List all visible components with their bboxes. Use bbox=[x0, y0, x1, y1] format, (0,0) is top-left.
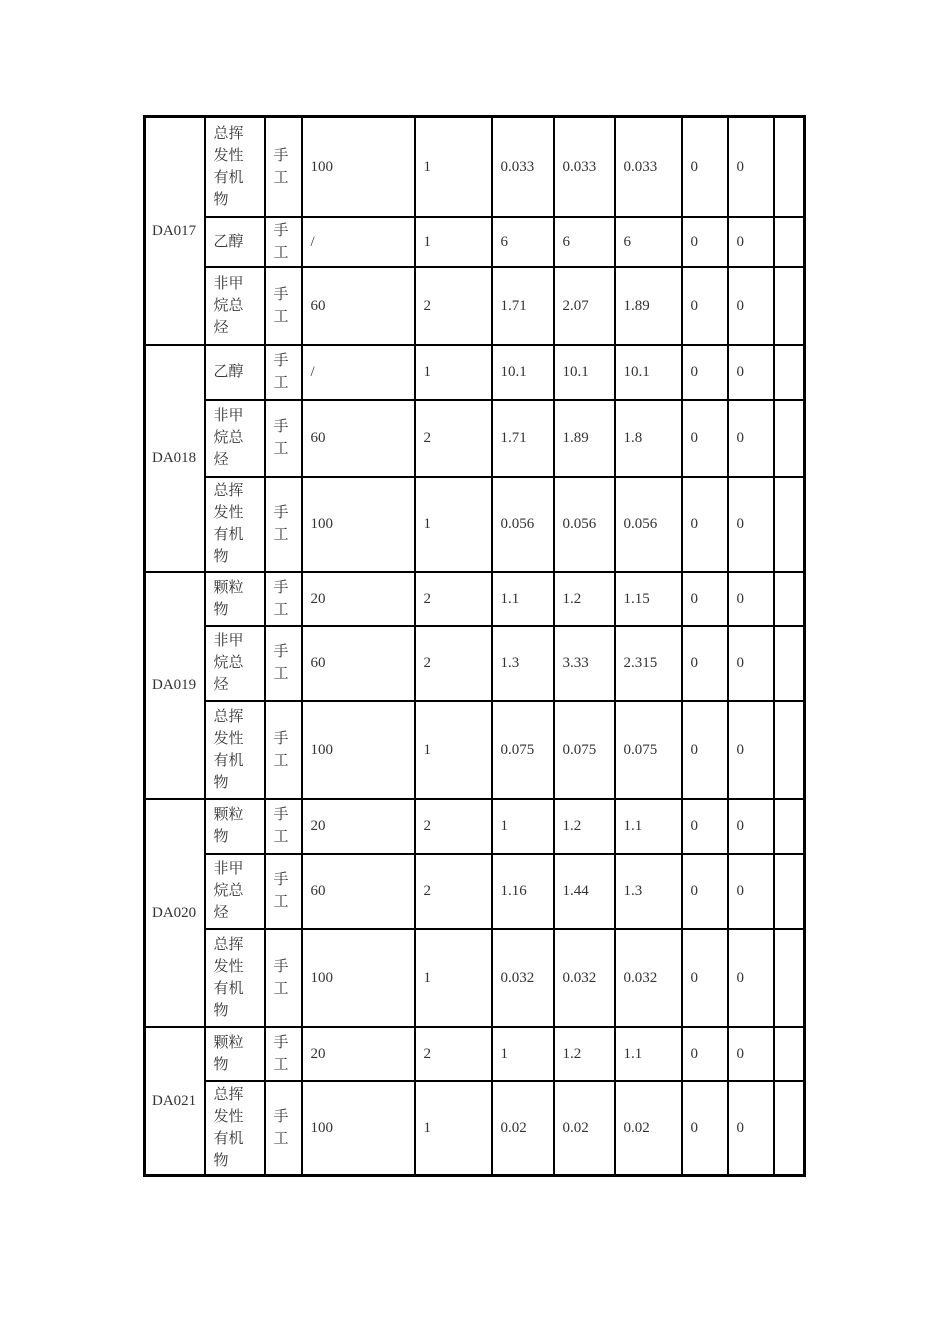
monitoring-method-cell: 手工 bbox=[265, 799, 302, 854]
table-row bbox=[145, 1081, 805, 1176]
remark-cell bbox=[774, 1081, 805, 1176]
emission-limit-cell: / bbox=[302, 217, 415, 267]
avg-value-cell: 0.056 bbox=[615, 477, 682, 572]
avg-value-cell: 0.02 bbox=[615, 1081, 682, 1176]
table-row bbox=[145, 267, 805, 345]
max-value-cell: 0.033 bbox=[554, 117, 615, 217]
monitoring-times-cell: 2 bbox=[415, 799, 492, 854]
monitoring-method-cell: 手工 bbox=[265, 477, 302, 572]
monitoring-times-cell: 1 bbox=[415, 217, 492, 267]
emission-limit-cell: 60 bbox=[302, 854, 415, 929]
table-row bbox=[145, 854, 805, 929]
table-row bbox=[145, 799, 805, 854]
remark-cell bbox=[774, 626, 805, 701]
avg-value-cell: 2.315 bbox=[615, 626, 682, 701]
table-row bbox=[145, 217, 805, 267]
min-value-cell: 1.71 bbox=[492, 400, 554, 477]
monitoring-times-cell: 2 bbox=[415, 267, 492, 345]
avg-value-cell: 10.1 bbox=[615, 345, 682, 400]
remark-cell bbox=[774, 929, 805, 1027]
remark-cell bbox=[774, 345, 805, 400]
pollutant-name-cell: 非甲烷总烃 bbox=[205, 626, 265, 701]
avg-value-cell: 1.15 bbox=[615, 572, 682, 626]
avg-value-cell: 1.89 bbox=[615, 267, 682, 345]
monitoring-method-cell: 手工 bbox=[265, 1081, 302, 1176]
exceedance-rate-cell: 0 bbox=[728, 701, 774, 799]
pollutant-name-cell: 总挥发性有机物 bbox=[205, 1081, 265, 1176]
max-value-cell: 10.1 bbox=[554, 345, 615, 400]
avg-value-cell: 0.075 bbox=[615, 701, 682, 799]
monitoring-method-cell: 手工 bbox=[265, 400, 302, 477]
exceedance-times-cell: 0 bbox=[682, 572, 728, 626]
exceedance-times-cell: 0 bbox=[682, 345, 728, 400]
emission-limit-cell: 20 bbox=[302, 572, 415, 626]
remark-cell bbox=[774, 400, 805, 477]
emission-limit-cell: 100 bbox=[302, 477, 415, 572]
outlet-id-cell: DA019 bbox=[145, 572, 205, 799]
min-value-cell: 0.075 bbox=[492, 701, 554, 799]
table-row bbox=[145, 400, 805, 477]
exceedance-times-cell: 0 bbox=[682, 854, 728, 929]
pollutant-name-cell: 颗粒物 bbox=[205, 572, 265, 626]
max-value-cell: 0.032 bbox=[554, 929, 615, 1027]
pollutant-name-cell: 总挥发性有机物 bbox=[205, 929, 265, 1027]
table-row bbox=[145, 345, 805, 400]
max-value-cell: 6 bbox=[554, 217, 615, 267]
max-value-cell: 1.2 bbox=[554, 799, 615, 854]
pollutant-name-cell: 总挥发性有机物 bbox=[205, 117, 265, 217]
emission-limit-cell: 60 bbox=[302, 267, 415, 345]
emission-limit-cell: 100 bbox=[302, 929, 415, 1027]
avg-value-cell: 6 bbox=[615, 217, 682, 267]
emission-limit-cell: 100 bbox=[302, 117, 415, 217]
exceedance-rate-cell: 0 bbox=[728, 929, 774, 1027]
min-value-cell: 1 bbox=[492, 1027, 554, 1081]
exceedance-times-cell: 0 bbox=[682, 400, 728, 477]
exceedance-rate-cell: 0 bbox=[728, 572, 774, 626]
max-value-cell: 1.44 bbox=[554, 854, 615, 929]
pollutant-name-cell: 总挥发性有机物 bbox=[205, 477, 265, 572]
exceedance-rate-cell: 0 bbox=[728, 799, 774, 854]
remark-cell bbox=[774, 117, 805, 217]
exceedance-times-cell: 0 bbox=[682, 477, 728, 572]
exceedance-rate-cell: 0 bbox=[728, 854, 774, 929]
monitoring-method-cell: 手工 bbox=[265, 1027, 302, 1081]
min-value-cell: 1.1 bbox=[492, 572, 554, 626]
min-value-cell: 0.056 bbox=[492, 477, 554, 572]
remark-cell bbox=[774, 701, 805, 799]
monitoring-times-cell: 1 bbox=[415, 345, 492, 400]
exceedance-times-cell: 0 bbox=[682, 267, 728, 345]
monitoring-times-cell: 1 bbox=[415, 929, 492, 1027]
max-value-cell: 3.33 bbox=[554, 626, 615, 701]
avg-value-cell: 1.1 bbox=[615, 799, 682, 854]
min-value-cell: 10.1 bbox=[492, 345, 554, 400]
remark-cell bbox=[774, 572, 805, 626]
monitoring-method-cell: 手工 bbox=[265, 345, 302, 400]
monitoring-method-cell: 手工 bbox=[265, 626, 302, 701]
monitoring-times-cell: 1 bbox=[415, 1081, 492, 1176]
monitoring-times-cell: 2 bbox=[415, 854, 492, 929]
emission-limit-cell: 100 bbox=[302, 1081, 415, 1176]
emission-limit-cell: 100 bbox=[302, 701, 415, 799]
emission-limit-cell: 60 bbox=[302, 400, 415, 477]
monitoring-times-cell: 2 bbox=[415, 572, 492, 626]
exceedance-times-cell: 0 bbox=[682, 1027, 728, 1081]
table-body bbox=[145, 117, 805, 1176]
emission-limit-cell: / bbox=[302, 345, 415, 400]
pollutant-name-cell: 非甲烷总烃 bbox=[205, 854, 265, 929]
exceedance-times-cell: 0 bbox=[682, 217, 728, 267]
remark-cell bbox=[774, 854, 805, 929]
monitoring-times-cell: 1 bbox=[415, 477, 492, 572]
monitoring-times-cell: 2 bbox=[415, 400, 492, 477]
table-row bbox=[145, 626, 805, 701]
outlet-id-cell: DA020 bbox=[145, 799, 205, 1027]
exceedance-times-cell: 0 bbox=[682, 1081, 728, 1176]
outlet-id-cell: DA018 bbox=[145, 345, 205, 572]
pollutant-name-cell: 颗粒物 bbox=[205, 1027, 265, 1081]
exceedance-times-cell: 0 bbox=[682, 929, 728, 1027]
exceedance-rate-cell: 0 bbox=[728, 400, 774, 477]
remark-cell bbox=[774, 799, 805, 854]
exceedance-times-cell: 0 bbox=[682, 701, 728, 799]
remark-cell bbox=[774, 1027, 805, 1081]
pollutant-name-cell: 非甲烷总烃 bbox=[205, 267, 265, 345]
monitoring-method-cell: 手工 bbox=[265, 572, 302, 626]
max-value-cell: 1.2 bbox=[554, 572, 615, 626]
emission-limit-cell: 60 bbox=[302, 626, 415, 701]
min-value-cell: 1.16 bbox=[492, 854, 554, 929]
table-row bbox=[145, 701, 805, 799]
monitoring-method-cell: 手工 bbox=[265, 217, 302, 267]
monitoring-method-cell: 手工 bbox=[265, 117, 302, 217]
exceedance-times-cell: 0 bbox=[682, 117, 728, 217]
monitoring-times-cell: 2 bbox=[415, 626, 492, 701]
exceedance-rate-cell: 0 bbox=[728, 217, 774, 267]
exceedance-rate-cell: 0 bbox=[728, 626, 774, 701]
remark-cell bbox=[774, 267, 805, 345]
pollutant-name-cell: 乙醇 bbox=[205, 217, 265, 267]
monitoring-method-cell: 手工 bbox=[265, 929, 302, 1027]
exceedance-rate-cell: 0 bbox=[728, 477, 774, 572]
emission-limit-cell: 20 bbox=[302, 1027, 415, 1081]
table-row bbox=[145, 1027, 805, 1081]
max-value-cell: 1.2 bbox=[554, 1027, 615, 1081]
max-value-cell: 1.89 bbox=[554, 400, 615, 477]
table-row bbox=[145, 929, 805, 1027]
pollutant-name-cell: 乙醇 bbox=[205, 345, 265, 400]
outlet-id-cell: DA017 bbox=[145, 117, 205, 345]
table-row bbox=[145, 117, 805, 217]
max-value-cell: 0.056 bbox=[554, 477, 615, 572]
monitoring-method-cell: 手工 bbox=[265, 701, 302, 799]
min-value-cell: 1.71 bbox=[492, 267, 554, 345]
remark-cell bbox=[774, 217, 805, 267]
emission-limit-cell: 20 bbox=[302, 799, 415, 854]
min-value-cell: 6 bbox=[492, 217, 554, 267]
min-value-cell: 1.3 bbox=[492, 626, 554, 701]
exceedance-rate-cell: 0 bbox=[728, 1081, 774, 1176]
avg-value-cell: 0.033 bbox=[615, 117, 682, 217]
pollutant-name-cell: 非甲烷总烃 bbox=[205, 400, 265, 477]
avg-value-cell: 1.1 bbox=[615, 1027, 682, 1081]
monitoring-method-cell: 手工 bbox=[265, 267, 302, 345]
exceedance-rate-cell: 0 bbox=[728, 1027, 774, 1081]
max-value-cell: 0.02 bbox=[554, 1081, 615, 1176]
min-value-cell: 0.033 bbox=[492, 117, 554, 217]
exceedance-rate-cell: 0 bbox=[728, 267, 774, 345]
monitoring-times-cell: 1 bbox=[415, 117, 492, 217]
max-value-cell: 2.07 bbox=[554, 267, 615, 345]
emission-monitoring-table bbox=[143, 115, 806, 1177]
exceedance-times-cell: 0 bbox=[682, 799, 728, 854]
monitoring-method-cell: 手工 bbox=[265, 854, 302, 929]
table-row bbox=[145, 477, 805, 572]
min-value-cell: 1 bbox=[492, 799, 554, 854]
monitoring-times-cell: 2 bbox=[415, 1027, 492, 1081]
exceedance-rate-cell: 0 bbox=[728, 117, 774, 217]
avg-value-cell: 1.8 bbox=[615, 400, 682, 477]
exceedance-times-cell: 0 bbox=[682, 626, 728, 701]
exceedance-rate-cell: 0 bbox=[728, 345, 774, 400]
avg-value-cell: 0.032 bbox=[615, 929, 682, 1027]
min-value-cell: 0.032 bbox=[492, 929, 554, 1027]
remark-cell bbox=[774, 477, 805, 572]
min-value-cell: 0.02 bbox=[492, 1081, 554, 1176]
table-row bbox=[145, 572, 805, 626]
pollutant-name-cell: 总挥发性有机物 bbox=[205, 701, 265, 799]
outlet-id-cell: DA021 bbox=[145, 1027, 205, 1176]
monitoring-times-cell: 1 bbox=[415, 701, 492, 799]
max-value-cell: 0.075 bbox=[554, 701, 615, 799]
avg-value-cell: 1.3 bbox=[615, 854, 682, 929]
pollutant-name-cell: 颗粒物 bbox=[205, 799, 265, 854]
